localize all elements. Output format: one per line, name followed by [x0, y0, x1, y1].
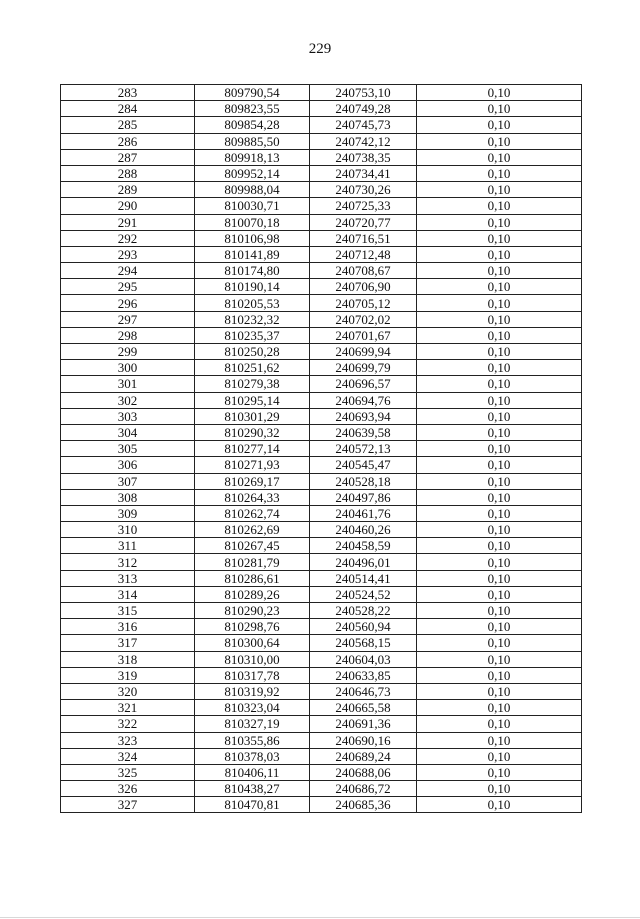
x-coordinate-cell: 810262,74: [195, 505, 310, 521]
error-cell: 0,10: [417, 457, 582, 473]
error-cell: 0,10: [417, 117, 582, 133]
table-row: [61, 603, 582, 619]
x-coordinate-cell: 810277,14: [195, 441, 310, 457]
error-cell: 0,10: [417, 489, 582, 505]
error-cell: 0,10: [417, 408, 582, 424]
point-number-cell: 286: [61, 133, 195, 149]
x-coordinate-cell: 810269,17: [195, 473, 310, 489]
table-row: [61, 716, 582, 732]
x-coordinate-cell: 810378,03: [195, 748, 310, 764]
x-coordinate-cell: 810262,69: [195, 522, 310, 538]
point-number-cell: 316: [61, 619, 195, 635]
y-coordinate-cell: 240572,13: [310, 441, 417, 457]
table-row: [61, 311, 582, 327]
error-cell: 0,10: [417, 424, 582, 440]
point-number-cell: 302: [61, 392, 195, 408]
x-coordinate-cell: 810323,04: [195, 700, 310, 716]
table-row: [61, 570, 582, 586]
y-coordinate-cell: 240745,73: [310, 117, 417, 133]
error-cell: 0,10: [417, 764, 582, 780]
y-coordinate-cell: 240514,41: [310, 570, 417, 586]
error-cell: 0,10: [417, 619, 582, 635]
x-coordinate-cell: 810470,81: [195, 797, 310, 813]
point-number-cell: 285: [61, 117, 195, 133]
point-number-cell: 319: [61, 667, 195, 683]
table-row: [61, 554, 582, 570]
point-number-cell: 288: [61, 165, 195, 181]
table-row: [61, 214, 582, 230]
error-cell: 0,10: [417, 214, 582, 230]
page-number: 229: [308, 41, 332, 57]
x-coordinate-cell: 810141,89: [195, 246, 310, 262]
error-cell: 0,10: [417, 748, 582, 764]
error-cell: 0,10: [417, 781, 582, 797]
table-row: [61, 263, 582, 279]
point-number-cell: 306: [61, 457, 195, 473]
x-coordinate-cell: 810406,11: [195, 764, 310, 780]
point-number-cell: 301: [61, 376, 195, 392]
table-row: [61, 457, 582, 473]
point-number-cell: 318: [61, 651, 195, 667]
point-number-cell: 321: [61, 700, 195, 716]
x-coordinate-cell: 809918,13: [195, 149, 310, 165]
error-cell: 0,10: [417, 182, 582, 198]
x-coordinate-cell: 810355,86: [195, 732, 310, 748]
point-number-cell: 315: [61, 603, 195, 619]
y-coordinate-cell: 240753,10: [310, 85, 417, 101]
y-coordinate-cell: 240705,12: [310, 295, 417, 311]
y-coordinate-cell: 240688,06: [310, 764, 417, 780]
point-number-cell: 289: [61, 182, 195, 198]
y-coordinate-cell: 240742,12: [310, 133, 417, 149]
y-coordinate-cell: 240701,67: [310, 327, 417, 343]
y-coordinate-cell: 240690,16: [310, 732, 417, 748]
point-number-cell: 313: [61, 570, 195, 586]
point-number-cell: 326: [61, 781, 195, 797]
page-bottom-edge: [0, 917, 640, 918]
y-coordinate-cell: 240699,94: [310, 344, 417, 360]
point-number-cell: 293: [61, 246, 195, 262]
y-coordinate-cell: 240460,26: [310, 522, 417, 538]
y-coordinate-cell: 240633,85: [310, 667, 417, 683]
x-coordinate-cell: 810232,32: [195, 311, 310, 327]
y-coordinate-cell: 240646,73: [310, 683, 417, 699]
y-coordinate-cell: 240665,58: [310, 700, 417, 716]
table-row: [61, 764, 582, 780]
x-coordinate-cell: 810286,61: [195, 570, 310, 586]
y-coordinate-cell: 240528,22: [310, 603, 417, 619]
error-cell: 0,10: [417, 586, 582, 602]
table-row: [61, 230, 582, 246]
point-number-cell: 310: [61, 522, 195, 538]
table-row: [61, 683, 582, 699]
error-cell: 0,10: [417, 716, 582, 732]
y-coordinate-cell: 240712,48: [310, 246, 417, 262]
coordinates-table-body: [61, 85, 582, 813]
y-coordinate-cell: 240604,03: [310, 651, 417, 667]
error-cell: 0,10: [417, 133, 582, 149]
table-row: [61, 327, 582, 343]
x-coordinate-cell: 810298,76: [195, 619, 310, 635]
table-row: [61, 344, 582, 360]
table-row: [61, 538, 582, 554]
y-coordinate-cell: 240545,47: [310, 457, 417, 473]
error-cell: 0,10: [417, 230, 582, 246]
y-coordinate-cell: 240720,77: [310, 214, 417, 230]
y-coordinate-cell: 240716,51: [310, 230, 417, 246]
y-coordinate-cell: 240689,24: [310, 748, 417, 764]
y-coordinate-cell: 240730,26: [310, 182, 417, 198]
table-row: [61, 522, 582, 538]
y-coordinate-cell: 240708,67: [310, 263, 417, 279]
x-coordinate-cell: 809885,50: [195, 133, 310, 149]
error-cell: 0,10: [417, 473, 582, 489]
point-number-cell: 295: [61, 279, 195, 295]
point-number-cell: 294: [61, 263, 195, 279]
y-coordinate-cell: 240461,76: [310, 505, 417, 521]
point-number-cell: 297: [61, 311, 195, 327]
point-number-cell: 287: [61, 149, 195, 165]
x-coordinate-cell: 809952,14: [195, 165, 310, 181]
error-cell: 0,10: [417, 198, 582, 214]
x-coordinate-cell: 810030,71: [195, 198, 310, 214]
table-row: [61, 797, 582, 813]
x-coordinate-cell: 810319,92: [195, 683, 310, 699]
error-cell: 0,10: [417, 279, 582, 295]
table-row: [61, 473, 582, 489]
point-number-cell: 327: [61, 797, 195, 813]
error-cell: 0,10: [417, 797, 582, 813]
x-coordinate-cell: 810235,37: [195, 327, 310, 343]
error-cell: 0,10: [417, 327, 582, 343]
coordinates-table: [60, 84, 582, 813]
error-cell: 0,10: [417, 101, 582, 117]
y-coordinate-cell: 240524,52: [310, 586, 417, 602]
error-cell: 0,10: [417, 85, 582, 101]
error-cell: 0,10: [417, 635, 582, 651]
y-coordinate-cell: 240725,33: [310, 198, 417, 214]
point-number-cell: 322: [61, 716, 195, 732]
error-cell: 0,10: [417, 667, 582, 683]
table-row: [61, 85, 582, 101]
y-coordinate-cell: 240496,01: [310, 554, 417, 570]
y-coordinate-cell: 240458,59: [310, 538, 417, 554]
error-cell: 0,10: [417, 149, 582, 165]
x-coordinate-cell: 809988,04: [195, 182, 310, 198]
y-coordinate-cell: 240706,90: [310, 279, 417, 295]
x-coordinate-cell: 810327,19: [195, 716, 310, 732]
table-row: [61, 586, 582, 602]
x-coordinate-cell: 810279,38: [195, 376, 310, 392]
table-row: [61, 424, 582, 440]
x-coordinate-cell: 810205,53: [195, 295, 310, 311]
point-number-cell: 305: [61, 441, 195, 457]
point-number-cell: 308: [61, 489, 195, 505]
table-row: [61, 651, 582, 667]
error-cell: 0,10: [417, 441, 582, 457]
y-coordinate-cell: 240497,86: [310, 489, 417, 505]
x-coordinate-cell: 810295,14: [195, 392, 310, 408]
point-number-cell: 303: [61, 408, 195, 424]
table-row: [61, 635, 582, 651]
y-coordinate-cell: 240560,94: [310, 619, 417, 635]
x-coordinate-cell: 810106,98: [195, 230, 310, 246]
y-coordinate-cell: 240734,41: [310, 165, 417, 181]
error-cell: 0,10: [417, 603, 582, 619]
y-coordinate-cell: 240691,36: [310, 716, 417, 732]
table-row: [61, 505, 582, 521]
table-row: [61, 732, 582, 748]
table-row: [61, 700, 582, 716]
table-row: [61, 781, 582, 797]
point-number-cell: 317: [61, 635, 195, 651]
point-number-cell: 312: [61, 554, 195, 570]
y-coordinate-cell: 240738,35: [310, 149, 417, 165]
error-cell: 0,10: [417, 651, 582, 667]
x-coordinate-cell: 810300,64: [195, 635, 310, 651]
table-row: [61, 441, 582, 457]
x-coordinate-cell: 810301,29: [195, 408, 310, 424]
point-number-cell: 314: [61, 586, 195, 602]
x-coordinate-cell: 810267,45: [195, 538, 310, 554]
point-number-cell: 324: [61, 748, 195, 764]
error-cell: 0,10: [417, 165, 582, 181]
x-coordinate-cell: 810271,93: [195, 457, 310, 473]
point-number-cell: 325: [61, 764, 195, 780]
point-number-cell: 283: [61, 85, 195, 101]
error-cell: 0,10: [417, 295, 582, 311]
table-row: [61, 149, 582, 165]
error-cell: 0,10: [417, 376, 582, 392]
x-coordinate-cell: 809823,55: [195, 101, 310, 117]
table-row: [61, 198, 582, 214]
table-row: [61, 295, 582, 311]
x-coordinate-cell: 810310,00: [195, 651, 310, 667]
error-cell: 0,10: [417, 700, 582, 716]
point-number-cell: 309: [61, 505, 195, 521]
y-coordinate-cell: 240694,76: [310, 392, 417, 408]
table-row: [61, 279, 582, 295]
y-coordinate-cell: 240686,72: [310, 781, 417, 797]
x-coordinate-cell: 810174,80: [195, 263, 310, 279]
y-coordinate-cell: 240685,36: [310, 797, 417, 813]
error-cell: 0,10: [417, 263, 582, 279]
error-cell: 0,10: [417, 344, 582, 360]
table-row: [61, 360, 582, 376]
error-cell: 0,10: [417, 570, 582, 586]
point-number-cell: 290: [61, 198, 195, 214]
table-row: [61, 133, 582, 149]
point-number-cell: 298: [61, 327, 195, 343]
y-coordinate-cell: 240639,58: [310, 424, 417, 440]
table-row: [61, 748, 582, 764]
error-cell: 0,10: [417, 554, 582, 570]
point-number-cell: 300: [61, 360, 195, 376]
error-cell: 0,10: [417, 732, 582, 748]
y-coordinate-cell: 240699,79: [310, 360, 417, 376]
x-coordinate-cell: 810190,14: [195, 279, 310, 295]
table-row: [61, 117, 582, 133]
point-number-cell: 299: [61, 344, 195, 360]
y-coordinate-cell: 240568,15: [310, 635, 417, 651]
error-cell: 0,10: [417, 522, 582, 538]
table-row: [61, 667, 582, 683]
table-row: [61, 101, 582, 117]
point-number-cell: 304: [61, 424, 195, 440]
y-coordinate-cell: 240528,18: [310, 473, 417, 489]
y-coordinate-cell: 240749,28: [310, 101, 417, 117]
point-number-cell: 307: [61, 473, 195, 489]
point-number-cell: 296: [61, 295, 195, 311]
x-coordinate-cell: 810070,18: [195, 214, 310, 230]
table-row: [61, 246, 582, 262]
error-cell: 0,10: [417, 683, 582, 699]
table-row: [61, 165, 582, 181]
x-coordinate-cell: 810289,26: [195, 586, 310, 602]
y-coordinate-cell: 240693,94: [310, 408, 417, 424]
x-coordinate-cell: 810264,33: [195, 489, 310, 505]
x-coordinate-cell: 810438,27: [195, 781, 310, 797]
x-coordinate-cell: 810290,23: [195, 603, 310, 619]
x-coordinate-cell: 809790,54: [195, 85, 310, 101]
error-cell: 0,10: [417, 246, 582, 262]
table-row: [61, 392, 582, 408]
point-number-cell: 284: [61, 101, 195, 117]
point-number-cell: 320: [61, 683, 195, 699]
error-cell: 0,10: [417, 311, 582, 327]
error-cell: 0,10: [417, 505, 582, 521]
y-coordinate-cell: 240696,57: [310, 376, 417, 392]
point-number-cell: 291: [61, 214, 195, 230]
y-coordinate-cell: 240702,02: [310, 311, 417, 327]
x-coordinate-cell: 810290,32: [195, 424, 310, 440]
table-row: [61, 408, 582, 424]
x-coordinate-cell: 810281,79: [195, 554, 310, 570]
x-coordinate-cell: 809854,28: [195, 117, 310, 133]
table-row: [61, 376, 582, 392]
x-coordinate-cell: 810317,78: [195, 667, 310, 683]
error-cell: 0,10: [417, 538, 582, 554]
error-cell: 0,10: [417, 360, 582, 376]
point-number-cell: 311: [61, 538, 195, 554]
table-row: [61, 182, 582, 198]
point-number-cell: 292: [61, 230, 195, 246]
point-number-cell: 323: [61, 732, 195, 748]
x-coordinate-cell: 810251,62: [195, 360, 310, 376]
error-cell: 0,10: [417, 392, 582, 408]
table-row: [61, 489, 582, 505]
x-coordinate-cell: 810250,28: [195, 344, 310, 360]
table-row: [61, 619, 582, 635]
